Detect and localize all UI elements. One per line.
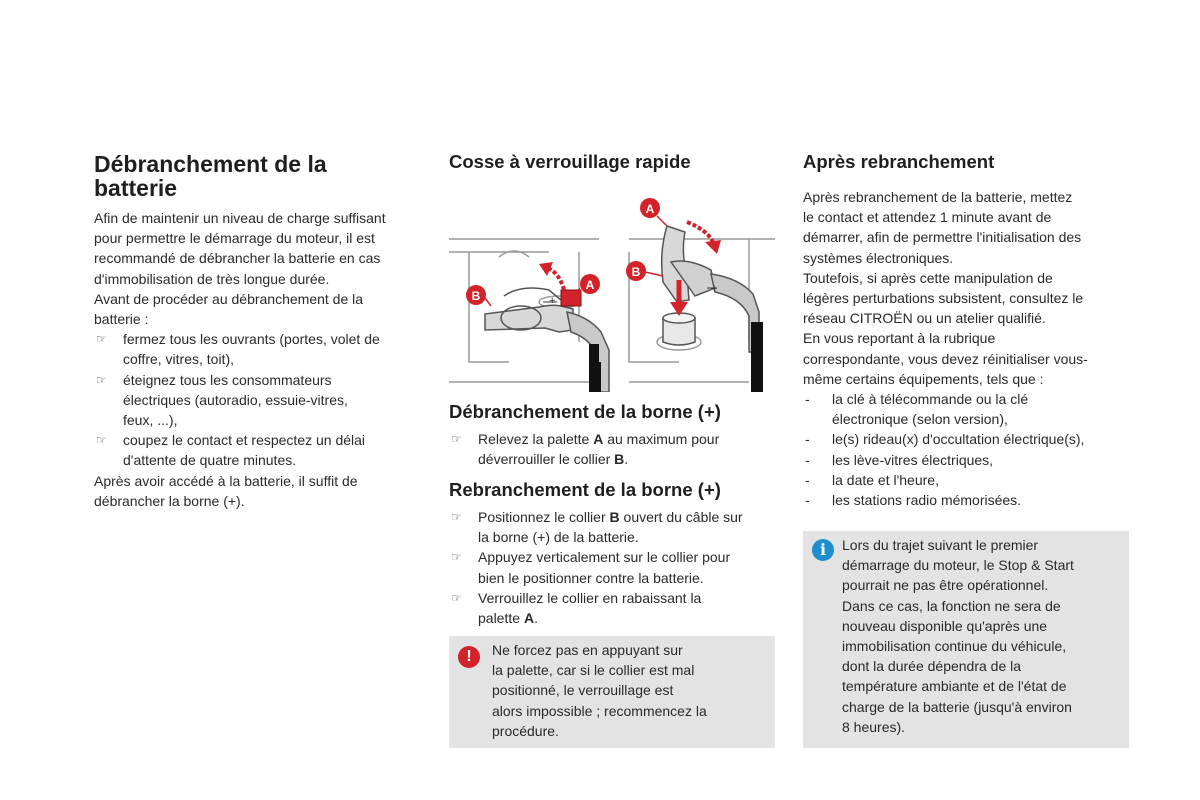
list-item: - la date et l'heure, — [805, 471, 939, 488]
section-title: Cosse à verrouillage rapide — [449, 151, 691, 172]
section-title — [94, 152, 424, 200]
list-item: ☞ éteignez tous les consommateurs électriques (autoradio, essuie-vitres, feux, ...), — [96, 371, 348, 429]
outro-line: Après avoir accédé à la batterie, il suffit de — [94, 472, 358, 489]
callout-a-right — [640, 198, 667, 226]
info-text: Lors du trajet suivant le premier démarrage du moteur, le Stop & Start pourrait ne pas être opérationnel. Dans ce cas, la fonction ne sera de nouveau disponible qu'après une immobilisation continue du véhicule, dont la durée dépendra de la température ambiante et de l'état de charge de la batterie (jusqu'à environ 8 heures). — [842, 537, 1074, 735]
list-item: ☞ Positionnez le collier B ouvert du câble sur la borne (+) de la batterie. — [451, 509, 743, 546]
list-item: - le(s) rideau(x) d'occultation électrique(s), — [805, 431, 1085, 448]
callout-b-right — [626, 261, 663, 281]
list-item: ☞ coupez le contact et respectez un délai d'attente de quatre minutes. — [96, 432, 366, 469]
reconnect-steps — [449, 507, 775, 628]
disconnect-heading: Débranchement de la borne (+) — [449, 401, 721, 422]
intro-line: recommandé de débrancher la batterie en cas — [94, 250, 381, 267]
section-body: Après rebranchement de la batterie, mettez le contact et attendez 1 minute avant de démarrer, afin de permettre l'initialisation des systèmes électroniques. Toutefois, si après cette manipulation de légères perturbations subsistent, consultez le réseau CITROËN ou un atelier qualifié. En vous reportant à la rubrique correspondante, vous devez réinitialiser vous- même certains équipements, tels que : - la clé à télécommande ou la clé électronique (selon version), - le(s) rideau(x) d'occultation électrique(s), - les lève-vitres électriques, - la date et l'heure, - les stations radio mémorisées. — [803, 187, 1129, 510]
svg-text:B: B — [631, 265, 641, 279]
list-item: ☞ Relevez la palette A au maximum pour déverrouiller le collier B. — [451, 431, 720, 468]
intro-line: pour permettre le démarrage du moteur, il est — [94, 230, 375, 247]
section-title: Après rebranchement — [803, 151, 995, 172]
svg-text:A: A — [645, 202, 655, 216]
reconnect-heading: Rebranchement de la borne (+) — [449, 479, 721, 500]
pointing-hand-icon: ☞ — [451, 432, 462, 446]
battery-terminal-illustration — [449, 192, 775, 392]
pointing-hand-icon: ☞ — [96, 433, 107, 448]
info-box — [803, 531, 1129, 748]
outro-line: débrancher la borne (+). — [94, 492, 245, 509]
list-item: - les stations radio mémorisées. — [805, 492, 1022, 509]
intro-line: d'immobilisation de très longue durée. — [94, 270, 330, 287]
pointing-hand-icon: ☞ — [451, 550, 462, 565]
title-line-2: batterie — [94, 175, 178, 201]
intro-line: Afin de maintenir un niveau de charge suffisant — [94, 210, 386, 226]
list-item: ☞ fermez tous les ouvrants (portes, volet de coffre, vitres, toit), — [96, 331, 380, 368]
title-line-1: Débranchement de la — [94, 151, 327, 177]
list-item: ☞ Appuyez verticalement sur le collier pour bien le positionner contre la batterie. — [451, 549, 731, 586]
list-item: - les lève-vitres électriques, — [805, 451, 994, 468]
left-clamp — [485, 288, 609, 392]
press-arrow-curved-head — [705, 240, 721, 254]
list-item: - la clé à télécommande ou la clé électronique (selon version), — [805, 391, 1029, 428]
svg-text:B: B — [471, 289, 481, 303]
info-icon: i — [812, 539, 834, 561]
pointing-hand-icon: ☞ — [96, 372, 107, 387]
warning-text: Ne forcez pas en appuyant sur la palette, car si le collier est mal positionné, le verrouillage est alors impossible ; recommencez la procédure. — [492, 642, 707, 739]
intro-line: Avant de procéder au débranchement de la — [94, 290, 364, 307]
warning-box — [449, 636, 775, 748]
callout-a-left — [579, 274, 600, 294]
intro-line: batterie : — [94, 311, 149, 328]
lift-arrow — [547, 268, 564, 290]
disconnect-steps — [449, 429, 775, 469]
section-body — [94, 208, 424, 511]
pointing-hand-icon: ☞ — [96, 332, 107, 347]
warning-icon: ! — [458, 646, 480, 668]
right-plus-label: + — [711, 283, 718, 295]
left-plus-label: + — [549, 295, 556, 307]
pointing-hand-icon: ☞ — [451, 510, 462, 524]
list-item: ☞ Verrouillez le collier en rabaissant la palette A. — [451, 589, 702, 627]
pointing-hand-icon: ☞ — [451, 590, 462, 605]
svg-text:A: A — [585, 278, 595, 292]
